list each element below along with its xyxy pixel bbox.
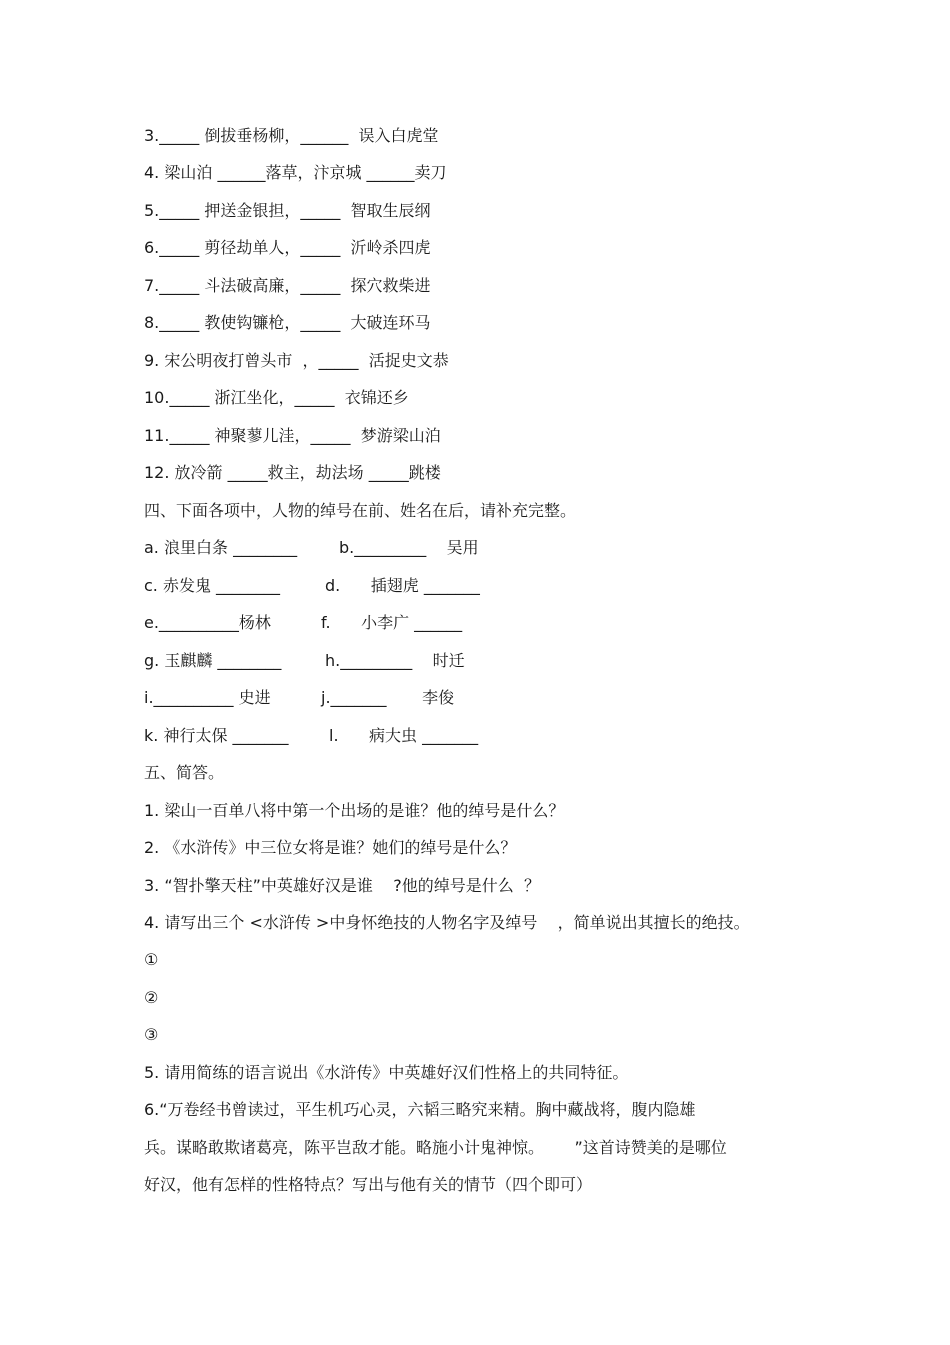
nickname-item-f: f. 小李广 ______: [321, 613, 463, 632]
nickname-item-i: i.__________ 史进: [144, 688, 271, 707]
nickname-item-g: g. 玉麒麟 ________: [144, 651, 282, 670]
fill-item-7: 7._____ 斗法破高廉，_____ 探穴救柴进: [144, 276, 431, 295]
question-6-line-2: 兵。谋略敢欺诸葛亮，陈平岂敌才能。略施小计鬼神惊。 ”这首诗赞美的是哪位: [144, 1138, 727, 1157]
fill-item-8: 8._____ 教使钩镰枪，_____ 大破连环马: [144, 313, 431, 332]
answer-slot-1: ①: [144, 950, 159, 969]
nickname-item-c: c. 赤发鬼 ________: [144, 576, 281, 595]
question-6-line-1: 6.“万卷经书曾读过，平生机巧心灵，六韬三略究来精。胸中藏战将，腹内隐雄: [144, 1100, 696, 1119]
nickname-item-h: h._________ 时迁: [325, 651, 465, 670]
nickname-item-b: b._________ 吴用: [339, 538, 479, 557]
nickname-item-a: a. 浪里白条 ________: [144, 538, 298, 557]
question-1: 1. 梁山一百单八将中第一个出场的是谁？他的绰号是什么？: [144, 801, 565, 820]
fill-item-12: 12. 放冷箭 _____救主，劫法场 _____跳楼: [144, 463, 441, 482]
answer-slot-2: ②: [144, 988, 159, 1007]
question-4: 4. 请写出三个 <水浒传 >中身怀绝技的人物名字及绰号 ，简单说出其擅长的绝技。: [144, 913, 750, 932]
fill-item-3: 3._____ 倒拔垂杨柳，______ 误入白虎堂: [144, 126, 439, 145]
section5-heading: 五、简答。: [144, 763, 225, 782]
fill-item-6: 6._____ 剪径劫单人，_____ 沂岭杀四虎: [144, 238, 431, 257]
fill-item-5: 5._____ 押送金银担，_____ 智取生辰纲: [144, 201, 431, 220]
fill-item-4: 4. 梁山泊 ______落草，汴京城 ______卖刀: [144, 163, 447, 182]
nickname-item-l: l. 病大虫 _______: [329, 726, 479, 745]
nickname-item-d: d. 插翅虎 _______: [325, 576, 480, 595]
nickname-item-j: j._______ 李俊: [321, 688, 455, 707]
question-5: 5. 请用简练的语言说出《水浒传》中英雄好汉们性格上的共同特征。: [144, 1063, 629, 1082]
fill-item-11: 11._____ 神聚蓼儿洼，_____ 梦游梁山泊: [144, 426, 441, 445]
nickname-item-k: k. 神行太保 _______: [144, 726, 289, 745]
question-6-line-3: 好汉，他有怎样的性格特点？写出与他有关的情节（四个即可）: [144, 1175, 593, 1194]
answer-slot-3: ③: [144, 1025, 159, 1044]
nickname-item-e: e.__________杨林: [144, 613, 271, 632]
section4-heading: 四、下面各项中，人物的绰号在前、姓名在后，请补充完整。: [144, 501, 577, 520]
question-2: 2. 《水浒传》中三位女将是谁？她们的绰号是什么？: [144, 838, 517, 857]
fill-item-9: 9. 宋公明夜打曾头市 ，_____ 活捉史文恭: [144, 351, 449, 370]
question-3: 3. “智扑擎天柱”中英雄好汉是谁 ?他的绰号是什么 ？: [144, 876, 540, 895]
fill-item-10: 10._____ 浙江坐化，_____ 衣锦还乡: [144, 388, 409, 407]
